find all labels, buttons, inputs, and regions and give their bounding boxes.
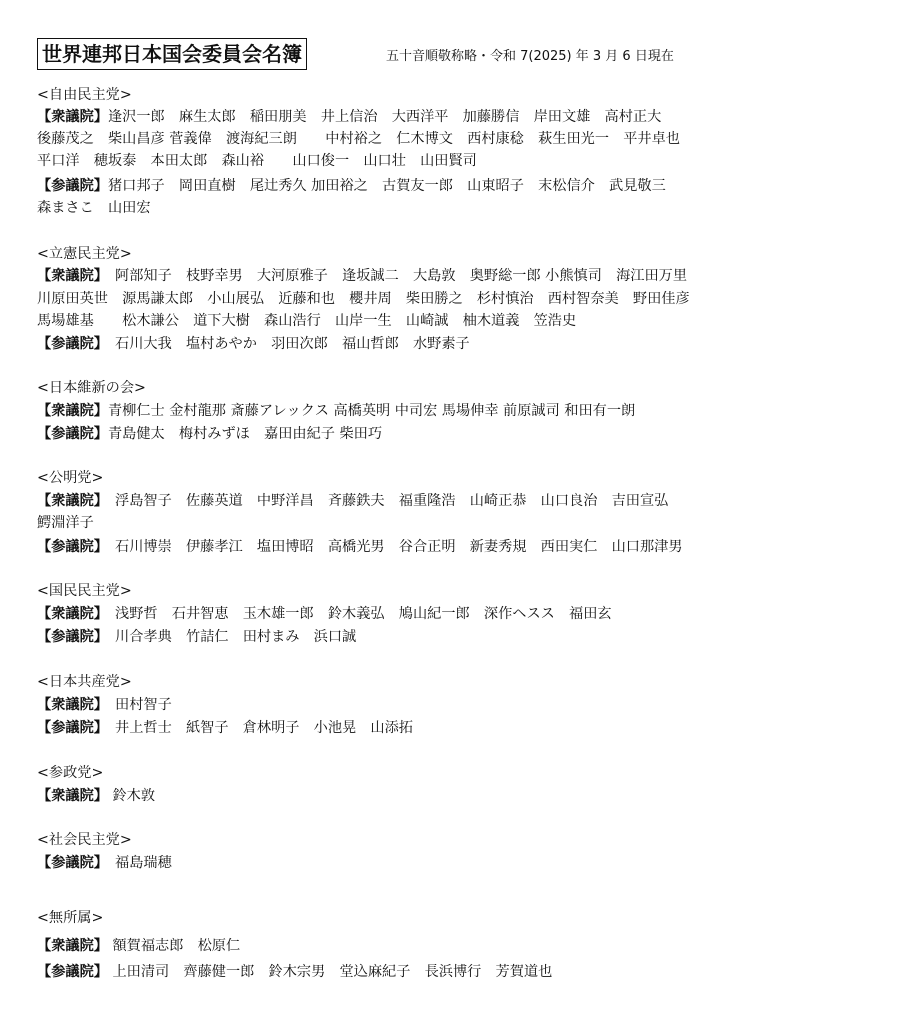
cdp-sangiin-row-1: [37, 333, 470, 355]
member-names: 鈴木敦: [107, 788, 156, 804]
house-label-sangiin: 【参議院】: [37, 178, 108, 194]
independent-shugiin-row-1: [37, 935, 240, 957]
house-label-sangiin: 【参議院】: [37, 539, 101, 555]
house-label-shugiin: 【衆議院】: [37, 606, 101, 622]
house-label-shugiin: 【衆議院】: [37, 403, 108, 419]
member-names: 阿部知子 枝野幸男 大河原雅子 逢坂誠二 大島敦 奥野総一郎 小熊慎司 海江田万里: [100, 268, 688, 284]
member-names: 石川大我 塩村あやか 羽田次郎 福山哲郎 水野素子: [100, 336, 470, 352]
dpfp-shugiin-row-1: [37, 603, 612, 625]
independent-sangiin-row-1: [37, 961, 552, 983]
party-heading-independent: <無所属>: [37, 910, 104, 926]
member-names: 石川博崇 伊藤孝江 塩田博昭 高橋光男 谷合正明 新妻秀規 西田実仁 山口那津男: [100, 539, 683, 555]
house-label-shugiin: 【衆議院】: [37, 268, 101, 284]
member-names: 額賀福志郎 松原仁: [107, 938, 241, 954]
member-names: 浅野哲 石井智恵 玉木雄一郎 鈴木義弘 鳩山紀一郎 深作ヘスス 福田玄: [100, 606, 612, 622]
member-names: 逢沢一郎 麻生太郎 稲田朋美 井上信治 大西洋平 加藤勝信 岸田文雄 高村正大: [107, 109, 662, 125]
date-note: 五十音順敬称略・令和 7(2025) 年 3 月 6 日現在: [386, 49, 674, 64]
party-heading-dpfp: <国民民主党>: [37, 583, 132, 599]
ishin-sangiin-row-1: [37, 423, 382, 445]
member-names: 井上哲士 紙智子 倉林明子 小池晃 山添拓: [100, 720, 413, 736]
party-heading-komei: <公明党>: [37, 470, 104, 486]
party-heading-ishin: <日本維新の会>: [37, 380, 146, 396]
house-label-sangiin: 【参議院】: [37, 720, 101, 736]
party-heading-cdp: <立憲民主党>: [37, 246, 132, 262]
house-label-shugiin: 【衆議院】: [37, 788, 108, 804]
sdp-sangiin-row-1: [37, 852, 172, 874]
komei-sangiin-row-1: [37, 536, 683, 558]
house-label-sangiin: 【参議院】: [37, 336, 101, 352]
party-heading-sdp: <社会民主党>: [37, 832, 132, 848]
house-label-shugiin: 【衆議院】: [37, 938, 108, 954]
member-names: 川合孝典 竹詰仁 田村まみ 浜口誠: [100, 629, 357, 645]
member-names: 青柳仁士 金村龍那 斎藤アレックス 高橋英明 中司宏 馬場伸幸 前原誠司 和田有一朗: [107, 403, 636, 419]
member-names: 浮島智子 佐藤英道 中野洋昌 斉藤鉄夫 福重隆浩 山崎正恭 山口良治 吉田宣弘: [100, 493, 669, 509]
jcp-sangiin-row-1: [37, 717, 413, 739]
member-names: 田村智子: [100, 697, 172, 713]
cdp-shugiin-row-2: 川原田英世 源馬謙太郎 小山展弘 近藤和也 櫻井周 柴田勝之 杉村慎治 西村智奈美 野田佳彦: [37, 291, 690, 307]
house-label-sangiin: 【参議院】: [37, 426, 108, 442]
cdp-shugiin-row-1: [37, 265, 687, 287]
ldp-shugiin-row-1: [37, 106, 661, 128]
party-heading-ldp: <自由民主党>: [37, 87, 132, 103]
house-label-sangiin: 【参議院】: [37, 964, 108, 980]
ldp-sangiin-row-2: 森まさこ 山田宏: [37, 200, 151, 216]
sanseito-shugiin-row-1: [37, 785, 155, 807]
member-names: 猪口邦子 岡田直樹 尾辻秀久 加田裕之 古賀友一郎 山東昭子 末松信介 武見敬三: [107, 178, 666, 194]
ldp-shugiin-row-2: 後藤茂之 柴山昌彦 菅義偉 渡海紀三朗 中村裕之 仁木博文 西村康稔 萩生田光一 平井卓也: [37, 131, 680, 147]
dpfp-sangiin-row-1: [37, 626, 356, 648]
cdp-shugiin-row-3: 馬場雄基 松木謙公 道下大樹 森山浩行 山岸一生 山崎誠 柚木道義 笠浩史: [37, 313, 577, 329]
party-heading-sanseito: <参政党>: [37, 765, 104, 781]
party-heading-jcp: <日本共産党>: [37, 674, 132, 690]
member-names: 青島健太 梅村みずほ 嘉田由紀子 柴田巧: [107, 426, 383, 442]
house-label-shugiin: 【衆議院】: [37, 109, 108, 125]
komei-shugiin-row-2: 鰐淵洋子: [37, 515, 94, 531]
jcp-shugiin-row-1: [37, 694, 172, 716]
house-label-shugiin: 【衆議院】: [37, 493, 101, 509]
document-title: 世界連邦日本国会委員会名簿: [37, 38, 307, 70]
ishin-shugiin-row-1: [37, 400, 635, 422]
house-label-shugiin: 【衆議院】: [37, 697, 101, 713]
house-label-sangiin: 【参議院】: [37, 855, 101, 871]
house-label-sangiin: 【参議院】: [37, 629, 101, 645]
ldp-shugiin-row-3: 平口洋 穂坂泰 本田太郎 森山裕 山口俊一 山口壮 山田賢司: [37, 153, 477, 169]
member-names: 福島瑞穂: [100, 855, 172, 871]
komei-shugiin-row-1: [37, 490, 668, 512]
ldp-sangiin-row-1: [37, 175, 666, 197]
member-names: 上田清司 齊藤健一郎 鈴木宗男 堂込麻紀子 長浜博行 芳賀道也: [107, 964, 553, 980]
